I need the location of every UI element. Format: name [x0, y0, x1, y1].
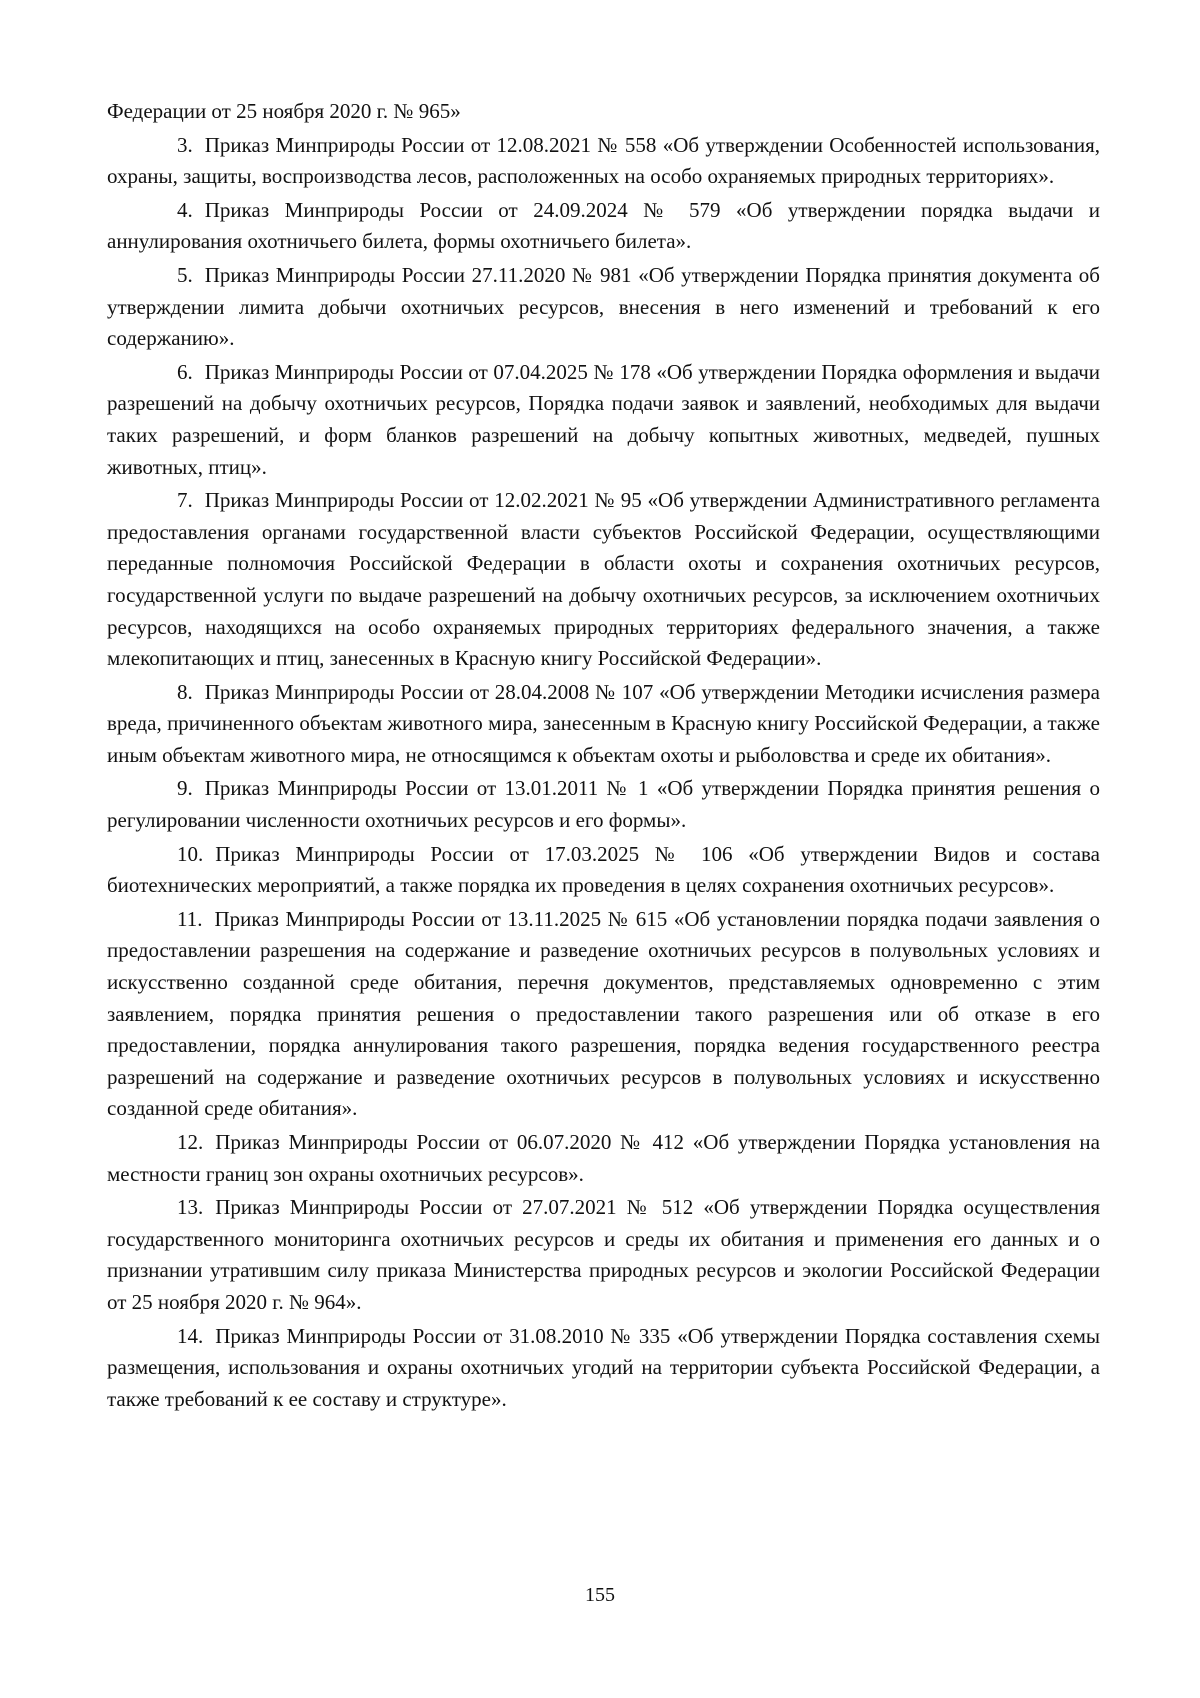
- list-item: [107, 357, 1100, 483]
- item-text: Приказ Минприроды России от 17.03.2025 № 106 «Об утверждении Видов и состава биотехнических мероприятий, а также порядка их проведения в целях сохранения охотничьих ресурсов».: [107, 841, 1100, 898]
- item-number: 3.: [177, 132, 193, 157]
- item-text: Приказ Минприроды России от 06.07.2020 № 412 «Об утверждении Порядка установления на местности границ зон охраны охотничьих ресурсов».: [107, 1130, 1100, 1186]
- page-number: 155: [585, 1584, 615, 1606]
- item-number: 8.: [177, 679, 193, 704]
- item-text: Приказ Минприроды России от 07.04.2025 № 178 «Об утверждении Порядка оформления и выдачи разрешений на добычу охотничьих ресурсов, Порядка подачи заявок и заявлений, необходимых для выдачи таких разрешений, и форм бланков разрешений на добычу копытных животных, медведей, пушных животных, птиц».: [107, 359, 1100, 479]
- list-item: [107, 260, 1100, 355]
- item-text: Приказ Минприроды России от 28.04.2008 № 107 «Об утверждении Методики исчисления размера вреда, причиненного объектам животного мира, занесенным в Красную книгу Российской Федерации, а также иным объектам животного мира, не относящимся к объектам охоты и рыболовства и среде их обитания».: [107, 679, 1100, 767]
- list-item: [107, 130, 1100, 193]
- item-number: 6.: [177, 359, 193, 384]
- list-item: [107, 195, 1100, 258]
- order-list: [107, 130, 1100, 1416]
- document-body: [107, 96, 1100, 1417]
- item-number: 13.: [177, 1195, 204, 1220]
- item-number: 11.: [177, 906, 203, 931]
- item-text: Приказ Минприроды России 27.11.2020 № 981 «Об утверждении Порядка принятия документа об утверждении лимита добычи охотничьих ресурсов, внесения в него изменений и требований к его содержанию».: [107, 262, 1100, 351]
- item-text: Приказ Минприроды России от 24.09.2024 № 579 «Об утверждении порядка выдачи и аннулирования охотничьего билета, формы охотничьего билета».: [107, 197, 1100, 254]
- list-item: [107, 839, 1100, 902]
- item-number: 12.: [177, 1130, 204, 1154]
- item-text: Приказ Минприроды России от 31.08.2010 № 335 «Об утверждении Порядка составления схемы размещения, использования и охраны охотничьих угодий на территории субъекта Российской Федерации, а также требований к ее составу и структуре».: [107, 1323, 1100, 1411]
- list-item: [107, 677, 1100, 772]
- intro-line: Федерации от 25 ноября 2020 г. № 965»: [107, 99, 461, 123]
- list-item: [107, 904, 1100, 1125]
- item-number: 4.: [177, 197, 193, 222]
- list-item: [107, 1192, 1100, 1318]
- item-text: Приказ Минприроды России от 12.02.2021 № 95 «Об утверждении Административного регламента предоставления органами государственной власти субъектов Российской Федерации, осуществляющими переданные полномочия Российской Федерации в области охоты и сохранения охотничьих ресурсов, государственной услуги по выдаче разрешений на добычу охотничьих ресурсов, за исключением охотничьих ресурсов, находящихся на особо охраняемых природных территориях федерального значения, а также млекопитающих и птиц, занесенных в Красную книгу Российской Федерации».: [107, 488, 1100, 671]
- list-item: [107, 1321, 1100, 1416]
- item-number: 7.: [177, 488, 193, 513]
- item-number: 10.: [177, 841, 204, 866]
- item-text: Приказ Минприроды России от 13.01.2011 № 1 «Об утверждении Порядка принятия решения о регулировании численности охотничьих ресурсов и его формы».: [107, 776, 1100, 833]
- item-text: Приказ Минприроды России от 27.07.2021 № 512 «Об утверждении Порядка осуществления государственного мониторинга охотничьих ресурсов и среды их обитания и применения его данных и о признании утратившим силу приказа Министерства природных ресурсов и экологии Российской Федерации от 25 ноября 2020 г. № 964».: [107, 1195, 1100, 1314]
- item-text: Приказ Минприроды России от 13.11.2025 № 615 «Об установлении порядка подачи заявления о предоставлении разрешения на содержание и разведение охотничьих ресурсов в полувольных условиях и искусственно созданной среде обитания, перечня документов, представляемых одновременно с этим заявлением, порядка принятия решения о предоставлении такого разрешения или об отказе в его предоставлении, порядка аннулирования такого разрешения, порядка ведения государственного реестра разрешений на содержание и разведение охотничьих ресурсов в полувольных условиях и искусственно созданной среде обитания».: [107, 906, 1100, 1121]
- item-number: 5.: [177, 262, 193, 287]
- list-item: [107, 485, 1100, 675]
- item-number: 14.: [177, 1323, 204, 1348]
- list-item: [107, 773, 1100, 836]
- item-text: Приказ Минприроды России от 12.08.2021 № 558 «Об утверждении Особенностей использования, охраны, защиты, воспроизводства лесов, расположенных на особо охраняемых природных территориях».: [107, 132, 1100, 189]
- list-item: [107, 1127, 1100, 1190]
- item-number: 9.: [177, 776, 193, 801]
